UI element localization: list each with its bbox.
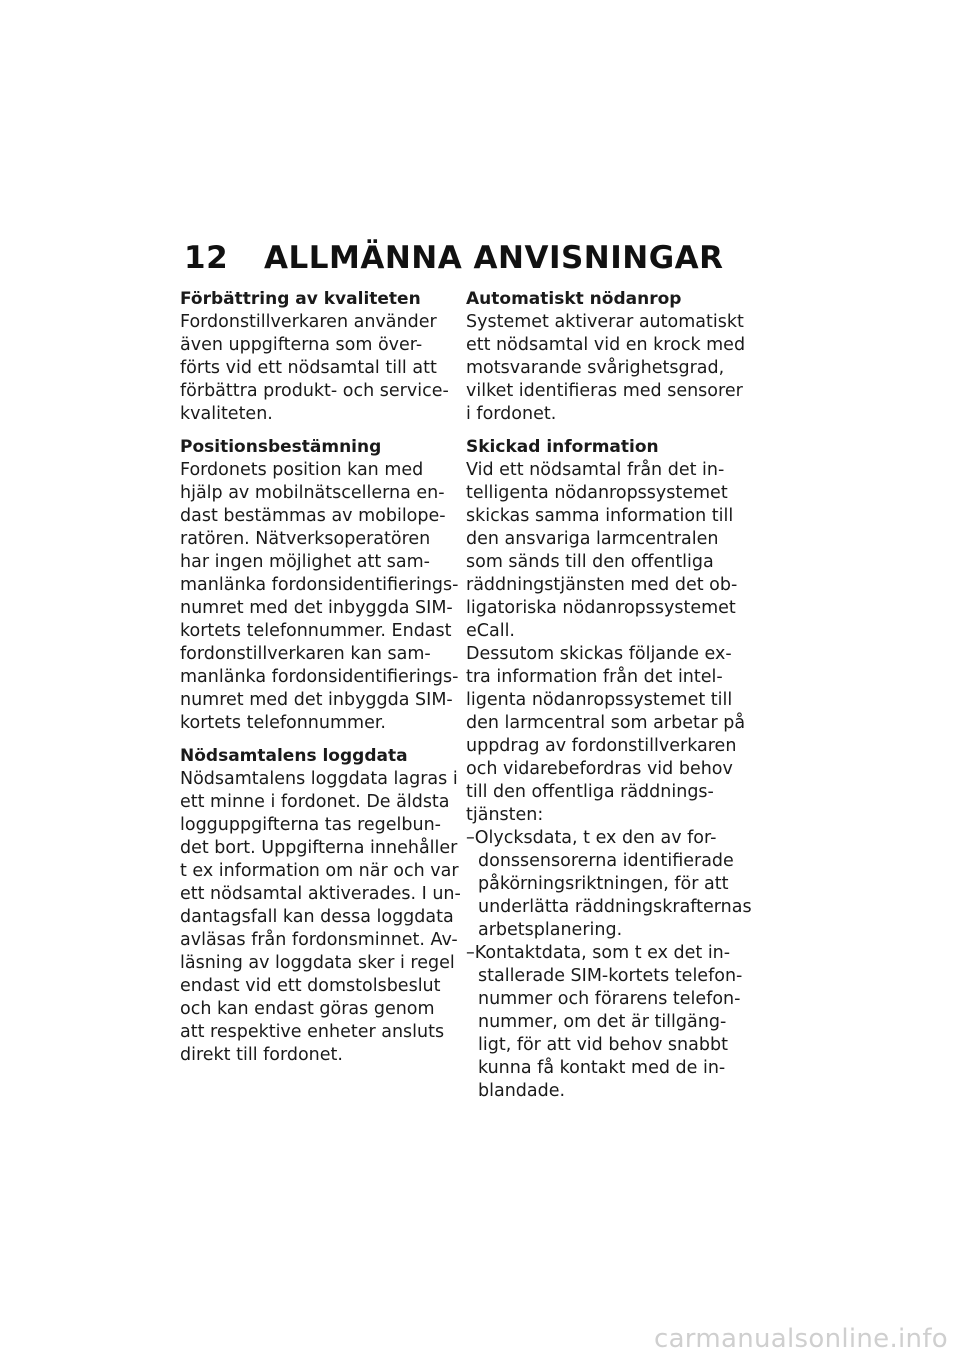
text-line: den ansvariga larmcentralen: [466, 529, 719, 549]
section-title: Positionsbestämning: [180, 437, 382, 457]
text-line: även uppgifterna som över-: [180, 335, 423, 355]
text-line: att respektive enheter ansluts: [180, 1022, 445, 1042]
watermark: carmanualsonline.info: [653, 1324, 948, 1354]
text-line: Dessutom skickas följande ex-: [466, 644, 732, 664]
text-line: ett nödsamtal aktiverades. I un-: [180, 884, 461, 904]
text-line: Vid ett nödsamtal från det in-: [466, 460, 725, 480]
text-line: kvaliteten.: [180, 404, 273, 424]
text-line: tjänsten:: [466, 805, 544, 825]
text-line: nummer och förarens telefon-: [478, 989, 741, 1009]
text-line: telligenta nödanropssystemet: [466, 483, 728, 503]
text-line: motsvarande svårighetsgrad,: [466, 358, 725, 378]
section-sent-information: [466, 436, 752, 1103]
section-title: Nödsamtalens loggdata: [180, 746, 408, 766]
text-line: numret med det inbyggda SIM-: [180, 690, 453, 710]
text-line: endast vid ett domstolsbeslut: [180, 976, 441, 996]
section-title: Förbättring av kvaliteten: [180, 289, 421, 309]
text-line: till den offentliga räddnings-: [466, 782, 714, 802]
text-line: manlänka fordonsidentifierings-: [180, 575, 459, 595]
text-line: dantagsfall kan dessa loggdata: [180, 907, 454, 927]
text-line: det bort. Uppgifterna innehåller: [180, 838, 458, 858]
text-line: och kan endast göras genom: [180, 999, 435, 1019]
text-line: räddningstjänsten med det ob-: [466, 575, 738, 595]
text-line: blandade.: [478, 1081, 566, 1101]
text-line: förbättra produkt- och service-: [180, 381, 449, 401]
text-line: läsning av loggdata sker i regel: [180, 953, 455, 973]
text-line: numret med det inbyggda SIM-: [180, 598, 453, 618]
left-column: [180, 288, 461, 1077]
text-line: har ingen möjlighet att sam-: [180, 552, 430, 572]
text-line: stallerade SIM-kortets telefon-: [478, 966, 743, 986]
text-line: avläsas från fordonsminnet. Av-: [180, 930, 458, 950]
section-automatic-emergency-call: [466, 288, 746, 426]
text-line: arbetsplanering.: [478, 920, 623, 940]
text-line: hjälp av mobilnätscellerna en-: [180, 483, 445, 503]
text-line: ligatoriska nödanropssystemet: [466, 598, 736, 618]
section-quality: [180, 288, 456, 426]
text-line: t ex information om när och var: [180, 861, 459, 881]
text-line: Systemet aktiverar automatiskt: [466, 312, 744, 332]
text-line: kortets telefonnummer. Endast: [180, 621, 452, 641]
right-column: [466, 288, 752, 1113]
text-line: direkt till fordonet.: [180, 1045, 343, 1065]
chapter-header: [184, 238, 724, 278]
text-line: uppdrag av fordonstillverkaren: [466, 736, 737, 756]
text-line: den larmcentral som arbetar på: [466, 713, 746, 733]
text-line: vilket identifieras med sensorer: [466, 381, 743, 401]
text-line: Fordonstillverkaren använder: [180, 312, 437, 332]
text-line: ratören. Nätverksoperatören: [180, 529, 431, 549]
text-line: ett minne i fordonet. De äldsta: [180, 792, 450, 812]
chapter-number: 12: [184, 240, 229, 276]
text-line: tra information från det intel-: [466, 667, 723, 687]
text-line: som sänds till den offentliga: [466, 552, 714, 572]
section-positioning: [180, 436, 459, 735]
text-line: underlätta räddningskrafternas: [478, 897, 752, 917]
section-log-data: [180, 745, 461, 1067]
text-line: Nödsamtalens loggdata lagras i: [180, 769, 458, 789]
text-line: i fordonet.: [466, 404, 557, 424]
text-line: och vidarebefordras vid behov: [466, 759, 733, 779]
text-line: påkörningsriktningen, för att: [478, 874, 729, 894]
text-line: dast bestämmas av mobilope-: [180, 506, 446, 526]
text-line: manlänka fordonsidentifierings-: [180, 667, 459, 687]
list-item: –Olycksdata, t ex den av for-: [466, 828, 717, 848]
list-item: –Kontaktdata, som t ex det in-: [466, 943, 731, 963]
section-title: Automatiskt nödanrop: [466, 289, 682, 309]
section-title: Skickad information: [466, 437, 659, 457]
text-line: donssensorerna identifierade: [478, 851, 734, 871]
text-line: ligenta nödanropssystemet till: [466, 690, 733, 710]
text-line: kortets telefonnummer.: [180, 713, 386, 733]
text-line: förts vid ett nödsamtal till att: [180, 358, 437, 378]
text-line: nummer, om det är tillgäng-: [478, 1012, 727, 1032]
text-line: logguppgifterna tas regelbun-: [180, 815, 441, 835]
text-line: Fordonets position kan med: [180, 460, 424, 480]
text-line: kunna få kontakt med de in-: [478, 1058, 726, 1078]
text-line: ligt, för att vid behov snabbt: [478, 1035, 728, 1055]
chapter-title: ALLMÄNNA ANVISNINGAR: [264, 240, 724, 276]
text-line: ett nödsamtal vid en krock med: [466, 335, 746, 355]
text-line: skickas samma information till: [466, 506, 734, 526]
text-line: fordonstillverkaren kan sam-: [180, 644, 431, 664]
text-line: eCall.: [466, 621, 515, 641]
